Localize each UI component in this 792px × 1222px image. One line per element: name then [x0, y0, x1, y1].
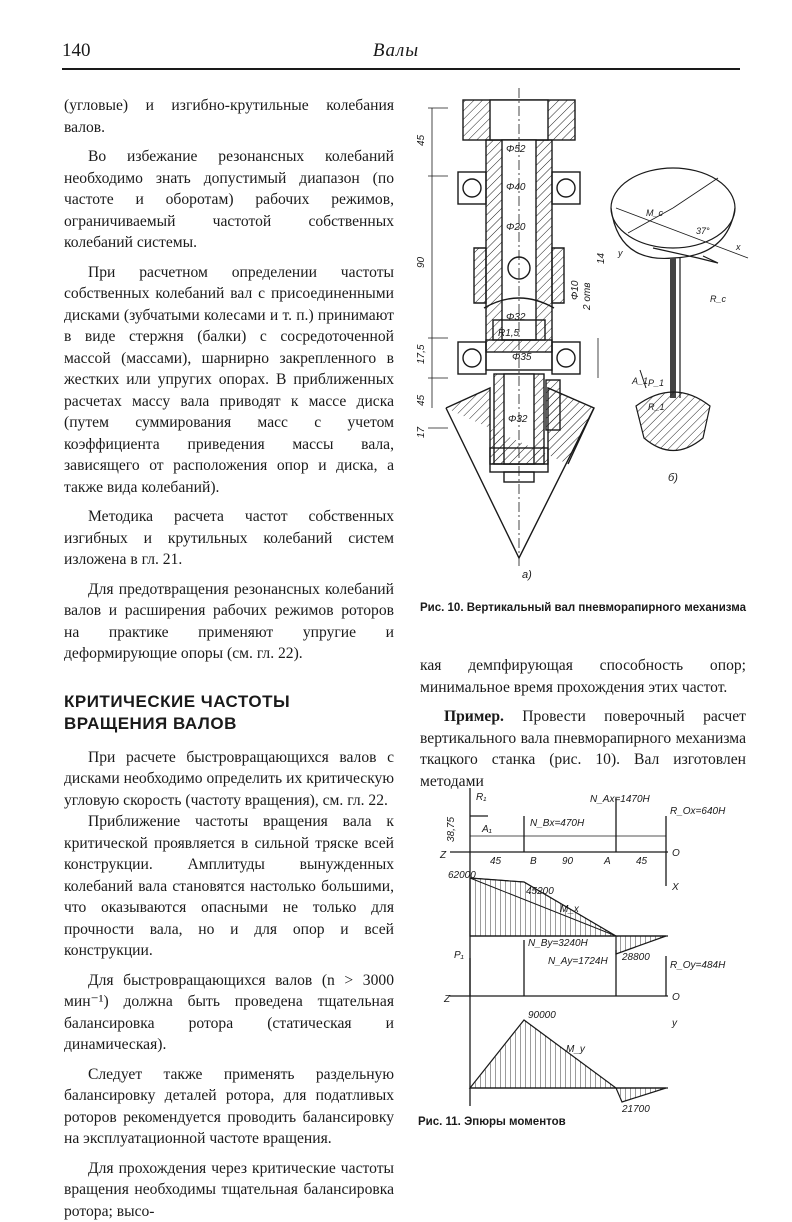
perspective-sketch [611, 168, 748, 451]
example-text: Провести поверочный расчет вертикального вала пневморапирного механизма ткацкого станка (рис. 10). Вал изготовлен методами [420, 708, 746, 790]
example-label: Пример. [444, 708, 504, 725]
label-p1: P_1 [648, 378, 664, 388]
dim-d35: Φ35 [512, 352, 532, 363]
force-p1: P₁ [454, 950, 464, 961]
label-a1: A_1 [631, 376, 648, 386]
point-z2: Z [443, 994, 451, 1005]
label-y: y [617, 248, 623, 258]
section-paragraph-1: При расчете быстровращающихся валов с дисками необходимо определить их критическую угловую скорость (частоту вращения), см. гл. 22. [64, 747, 394, 812]
dim-v17-5: 17,5 [416, 344, 427, 364]
paragraph-2: Во избежание резонансных колебаний необходимо знать допустимый диапазон (по частоте и оборотам) рабочих режимов, ограничиваемый частотой собственных колебаний системы. [64, 146, 394, 254]
header-rule [62, 68, 740, 70]
force-nay: N_Ay=1724H [548, 956, 608, 967]
label-b: б) [668, 472, 678, 484]
section-paragraph-4: Следует также применять раздельную балансировку деталей ротора, для податливых роторов рекомендуется проводить балансировку на эксплуатационной частоте вращения. [64, 1064, 394, 1150]
moment-my: M_y [566, 1044, 586, 1055]
point-a: A [603, 856, 611, 867]
paragraph-4: Методика расчета частот собственных изгибных и крутильных колебаний систем изложена в гл. 21. [64, 506, 394, 571]
left-column [64, 95, 394, 1222]
force-roy: R_Oy=484H [670, 960, 726, 971]
paragraph-1: (угловые) и изгибно-крутильные колебания валов. [64, 95, 394, 138]
label-angle: 37° [696, 226, 710, 236]
point-o1: O [672, 848, 680, 859]
my-area-positive [470, 1020, 616, 1088]
figure-11-diagram [440, 786, 740, 1112]
my-area-negative [616, 1088, 666, 1102]
section-title [64, 691, 394, 735]
moment-mx: M_x [560, 904, 580, 915]
force-r1: R₁ [476, 792, 486, 803]
label-mc: M_c [646, 208, 664, 218]
label-x: x [735, 242, 741, 252]
value-21700: 21700 [621, 1104, 650, 1115]
dim-d32-top: Φ32 [506, 312, 526, 323]
figure-10-caption: Рис. 10. Вертикальный вал пневморапирного механизма [420, 600, 746, 616]
point-z1: Z [439, 850, 447, 861]
value-62000: 62000 [448, 870, 476, 881]
label-rc: R_c [710, 294, 727, 304]
figure-10-drawing [418, 88, 758, 593]
running-title: Валы [0, 40, 792, 62]
dim-d20: Φ20 [506, 222, 526, 233]
point-b: B [530, 856, 537, 867]
dim-45a: 45 [490, 856, 502, 867]
example-paragraph [420, 706, 746, 792]
dim-r15: R1,5 [498, 328, 520, 339]
label-r1: R_1 [648, 402, 665, 412]
dim-d40: Φ40 [506, 182, 526, 193]
dim-d10: Φ10 [570, 280, 581, 300]
right-paragraph-1: кая демпфирующая способность опор; минимальное время прохождения этих частот. [420, 655, 746, 698]
right-column [420, 655, 746, 792]
force-nax: N_Ax=1470H [590, 794, 651, 805]
force-rox: R_Ox=640H [670, 806, 726, 817]
force-nbx: N_Bx=470H [530, 818, 585, 829]
dim-90: 90 [562, 856, 574, 867]
section-title-line-2: ВРАЩЕНИЯ ВАЛОВ [64, 713, 394, 735]
section-paragraph-3: Для быстровращающихся валов (n > 3000 мин⁻¹) должна быть проведена тщательная балансировка ротора (статическая и динамическая). [64, 970, 394, 1056]
value-28800: 28800 [621, 952, 650, 963]
section-title-line-1: КРИТИЧЕСКИЕ ЧАСТОТЫ [64, 691, 394, 713]
dim-v45-top: 45 [416, 134, 427, 146]
dim-v45-low: 45 [416, 394, 427, 406]
dim-v90: 90 [416, 256, 427, 268]
dim-v14: 14 [596, 252, 607, 264]
dim-45b: 45 [636, 856, 648, 867]
shaft-section [446, 100, 594, 558]
point-o2: O [672, 992, 680, 1003]
dim-d32-low: Φ32 [508, 414, 528, 425]
page-number: 140 [62, 40, 91, 62]
paragraph-5: Для предотвращения резонансных колебаний валов и расширения рабочих режимов роторов на практике применяют упругие и деформирующие опоры (см. гл. 22). [64, 579, 394, 665]
figure-11-caption: Рис. 11. Эпюры моментов [418, 1116, 748, 1128]
paragraph-3: При расчетном определении частоты собственных колебаний вал с присоединенными дисками (зубчатыми колесами и т. п.) принимают в виде стержня (балки) с сосредоточенной массой (массами), шарнирно закрепленного в жестких или упругих опорах. В приближенных расчетах массу вала приводят к массе диска (путем суммирования масс с учетом коэффициента приведения массы вала, зависящего от расположения опор и диска, а также вида колебаний). [64, 262, 394, 499]
section-paragraph-2: Приближение частоты вращения вала к критической проявляется в сильной тряске всей конструкции. Амплитуды вынужденных колебаний вала становятся настолько большими, что оказываются опасными не только для прочности вала, но и для опор и всей конструкции. [64, 811, 394, 962]
point-x: X [671, 882, 679, 893]
dim-d52: Φ52 [506, 144, 526, 155]
dim-hole: 2 отв [582, 283, 593, 311]
force-nby: N_By=3240H [528, 938, 589, 949]
dim-3875: 38,75 [446, 817, 457, 842]
section-paragraph-5: Для прохождения через критические частоты вращения необходимы тщательная балансировка ротора; высо- [64, 1158, 394, 1222]
value-90000: 90000 [528, 1010, 556, 1021]
value-45200: 45200 [526, 886, 554, 897]
point-y: y [671, 1018, 678, 1029]
force-a1: A₁ [481, 824, 492, 835]
dim-v17: 17 [416, 426, 427, 438]
label-a: а) [522, 569, 532, 581]
